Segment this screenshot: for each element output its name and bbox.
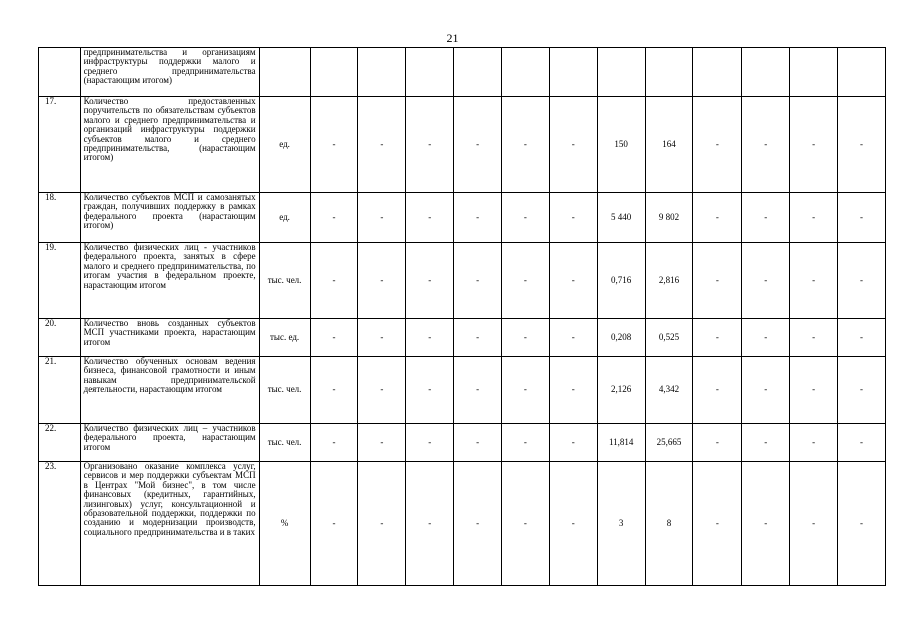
value-cell: -	[790, 319, 838, 357]
value-cell: -	[406, 193, 454, 243]
value-cell: -	[549, 97, 597, 193]
value-cell	[645, 48, 693, 97]
value-cell: -	[693, 319, 742, 357]
value-cell: -	[549, 424, 597, 462]
value-cell: -	[406, 97, 454, 193]
value-cell: -	[838, 424, 886, 462]
value-cell	[454, 48, 502, 97]
value-cell	[310, 48, 358, 97]
value-cell: 3	[597, 462, 645, 586]
value-cell: 8	[645, 462, 693, 586]
value-cell: -	[454, 462, 502, 586]
value-cell: -	[454, 243, 502, 319]
value-cell: -	[790, 97, 838, 193]
unit-cell: тыс. чел.	[259, 357, 310, 424]
value-cell	[838, 48, 886, 97]
value-cell: -	[454, 193, 502, 243]
value-cell: -	[742, 462, 790, 586]
indicator-name: Количество субъектов МСП и самозанятых граждан, получивших поддержку в рамках федерального проекта (нарастающим итогом)	[80, 193, 259, 243]
value-cell	[549, 48, 597, 97]
value-cell	[597, 48, 645, 97]
value-cell: -	[502, 97, 550, 193]
table-row	[39, 424, 886, 462]
value-cell: -	[406, 357, 454, 424]
value-cell	[406, 48, 454, 97]
unit-cell: тыс. чел.	[259, 424, 310, 462]
unit-cell: ед.	[259, 193, 310, 243]
value-cell: -	[310, 357, 358, 424]
indicator-name: предпринимательства и организациям инфраструктуры поддержки малого и среднего предпринимательства (нарастающим итогом)	[80, 48, 259, 97]
value-cell: -	[310, 243, 358, 319]
value-cell: -	[549, 243, 597, 319]
value-cell: -	[790, 462, 838, 586]
value-cell: -	[454, 319, 502, 357]
value-cell: 9 802	[645, 193, 693, 243]
value-cell	[790, 48, 838, 97]
value-cell: -	[502, 357, 550, 424]
value-cell: -	[310, 462, 358, 586]
value-cell: -	[358, 462, 406, 586]
value-cell: -	[790, 193, 838, 243]
value-cell: -	[406, 319, 454, 357]
value-cell: 11,814	[597, 424, 645, 462]
value-cell: -	[790, 424, 838, 462]
row-number: 18.	[39, 193, 81, 243]
value-cell: -	[549, 462, 597, 586]
value-cell: -	[406, 462, 454, 586]
value-cell: 0,716	[597, 243, 645, 319]
table-row	[39, 357, 886, 424]
value-cell: -	[310, 424, 358, 462]
row-number: 17.	[39, 97, 81, 193]
value-cell: -	[693, 243, 742, 319]
value-cell: -	[454, 357, 502, 424]
value-cell: 150	[597, 97, 645, 193]
value-cell: -	[358, 357, 406, 424]
value-cell: 25,665	[645, 424, 693, 462]
value-cell: -	[742, 97, 790, 193]
value-cell: -	[502, 462, 550, 586]
value-cell: -	[454, 97, 502, 193]
value-cell: 164	[645, 97, 693, 193]
value-cell: 2,816	[645, 243, 693, 319]
indicator-name: Количество обученных основам ведения бизнеса, финансовой грамотности и иным навыкам предпринимательской деятельности, нарастающим итогом	[80, 357, 259, 424]
value-cell: 2,126	[597, 357, 645, 424]
row-number	[39, 48, 81, 97]
value-cell: -	[310, 97, 358, 193]
table-row	[39, 48, 886, 97]
value-cell: -	[310, 319, 358, 357]
value-cell: -	[358, 97, 406, 193]
value-cell: -	[693, 357, 742, 424]
value-cell: -	[406, 243, 454, 319]
unit-cell: ед.	[259, 97, 310, 193]
value-cell: -	[742, 319, 790, 357]
value-cell: 0,208	[597, 319, 645, 357]
table-row	[39, 319, 886, 357]
value-cell: -	[693, 424, 742, 462]
value-cell: -	[838, 97, 886, 193]
value-cell: -	[549, 357, 597, 424]
row-number: 22.	[39, 424, 81, 462]
value-cell	[742, 48, 790, 97]
value-cell: -	[502, 193, 550, 243]
value-cell: -	[742, 193, 790, 243]
indicator-name: Организовано оказание комплекса услуг, сервисов и мер поддержки субъектам МСП в Центрах "Мой бизнес", в том числе финансовых (кредитных, гарантийных, лизинговых) услуг, консультационной и образовательной поддержки, поддержки по созданию и модернизации производств, социального предпринимательства и в таких	[80, 462, 259, 586]
indicator-name: Количество предоставленных поручительств по обязательствам субъектов малого и среднего предпринимательства и организаций инфраструктуры поддержки субъектов малого и среднего предпринимательства, (нарастающим итогом)	[80, 97, 259, 193]
value-cell: -	[742, 243, 790, 319]
table-row	[39, 462, 886, 586]
value-cell	[502, 48, 550, 97]
value-cell: -	[693, 97, 742, 193]
value-cell: -	[838, 193, 886, 243]
value-cell: -	[838, 319, 886, 357]
row-number: 21.	[39, 357, 81, 424]
value-cell: -	[406, 424, 454, 462]
value-cell: -	[310, 193, 358, 243]
value-cell: -	[549, 193, 597, 243]
value-cell: -	[358, 193, 406, 243]
table-row	[39, 97, 886, 193]
value-cell: -	[358, 319, 406, 357]
indicator-name: Количество вновь созданных субъектов МСП участниками проекта, нарастающим итогом	[80, 319, 259, 357]
indicators-table	[38, 47, 886, 586]
value-cell: -	[502, 424, 550, 462]
value-cell: -	[790, 357, 838, 424]
value-cell: -	[838, 462, 886, 586]
value-cell: -	[742, 424, 790, 462]
value-cell: -	[454, 424, 502, 462]
page-number: 21	[446, 31, 459, 45]
row-number: 20.	[39, 319, 81, 357]
table-row	[39, 193, 886, 243]
indicator-name: Количество физических лиц – участников федерального проекта, нарастающим итогом	[80, 424, 259, 462]
unit-cell	[259, 48, 310, 97]
unit-cell: %	[259, 462, 310, 586]
unit-cell: тыс. ед.	[259, 319, 310, 357]
value-cell: -	[549, 319, 597, 357]
row-number: 19.	[39, 243, 81, 319]
value-cell: -	[358, 424, 406, 462]
value-cell	[358, 48, 406, 97]
value-cell: 0,525	[645, 319, 693, 357]
unit-cell: тыс. чел.	[259, 243, 310, 319]
value-cell: -	[693, 193, 742, 243]
value-cell: -	[502, 243, 550, 319]
value-cell: -	[790, 243, 838, 319]
value-cell	[693, 48, 742, 97]
row-number: 23.	[39, 462, 81, 586]
value-cell: -	[838, 243, 886, 319]
table-row	[39, 243, 886, 319]
value-cell: -	[693, 462, 742, 586]
value-cell: -	[742, 357, 790, 424]
value-cell: -	[838, 357, 886, 424]
indicator-name: Количество физических лиц - участников федерального проекта, занятых в сфере малого и среднего предпринимательства, по итогам участия в федеральном проекте, нарастающим итогом	[80, 243, 259, 319]
value-cell: -	[358, 243, 406, 319]
value-cell: 5 440	[597, 193, 645, 243]
value-cell: -	[502, 319, 550, 357]
value-cell: 4,342	[645, 357, 693, 424]
